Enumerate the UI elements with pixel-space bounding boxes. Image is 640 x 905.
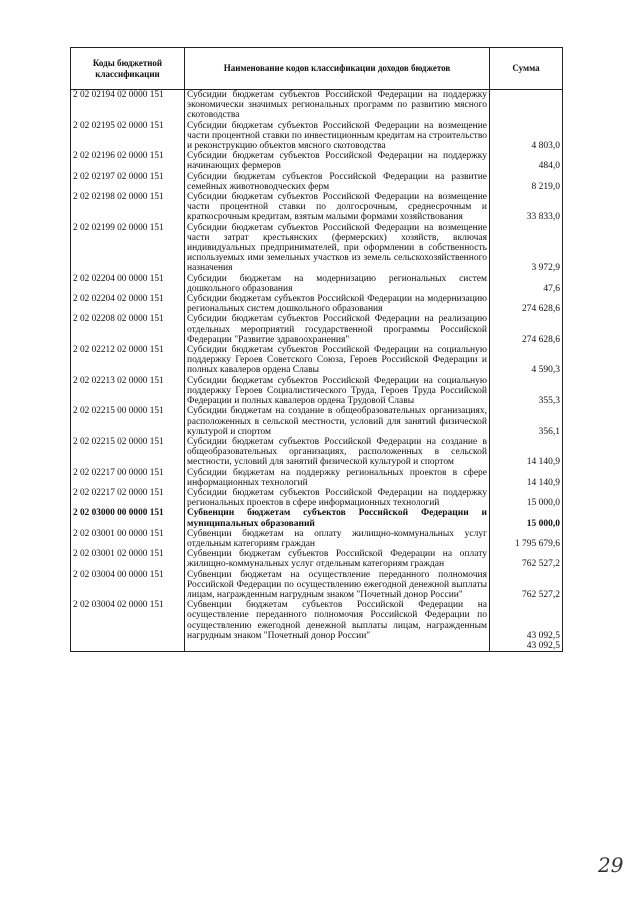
row-name: Субсидии бюджетам на поддержку региональных проектов в сфере информационных технологий	[185, 468, 490, 488]
table-row	[71, 90, 563, 121]
row-name: Субсидии бюджетам субъектов Российской Федерации на возмещение части процентной ставки по инвестиционным кредитам на строительство и реконструкцию объектов мясного скотоводства	[185, 121, 490, 152]
row-sum: 14 140,9	[490, 437, 563, 468]
row-code: 2 02 03004 00 0000 151	[71, 570, 185, 601]
row-name: Субсидии бюджетам субъектов Российской Федерации на социальную поддержку Героев Советского Союза, Героев Российской Федерации и полных кавалеров ордена Славы	[185, 345, 490, 376]
table-row	[71, 570, 563, 601]
table-row	[71, 151, 563, 171]
revenue-table	[70, 47, 563, 652]
table-row	[71, 223, 563, 274]
row-name: Субсидии бюджетам субъектов Российской Федерации на поддержку начинающих фермеров	[185, 151, 490, 171]
row-code: 2 02 02199 02 0000 151	[71, 223, 185, 274]
table-row	[71, 274, 563, 294]
page-number: 29	[598, 853, 624, 877]
row-name: Субвенции бюджетам субъектов Российской Федерации и муниципальных образований	[185, 508, 490, 528]
row-code: 2 02 02194 02 0000 151	[71, 90, 185, 121]
document-page	[70, 47, 562, 652]
table-row	[71, 294, 563, 314]
row-code: 2 02 03001 00 0000 151	[71, 529, 185, 549]
row-code: 2 02 02197 02 0000 151	[71, 172, 185, 192]
row-sum: 33 833,0	[490, 192, 563, 223]
row-code: 2 02 03004 02 0000 151	[71, 600, 185, 641]
row-sum: 15 000,0	[490, 508, 563, 528]
table-row	[71, 192, 563, 223]
row-code	[71, 641, 185, 652]
table-row	[71, 529, 563, 549]
table-row	[71, 600, 563, 641]
header-sum: Сумма	[490, 48, 563, 90]
row-sum: 484,0	[490, 151, 563, 171]
row-sum: 47,6	[490, 274, 563, 294]
row-sum: 274 628,6	[490, 314, 563, 345]
table-row	[71, 641, 563, 652]
header-codes: Коды бюджетной классификации	[71, 48, 185, 90]
header-name: Наименование кодов классификации доходов бюджетов	[185, 48, 490, 90]
table-row	[71, 121, 563, 152]
row-name: Субсидии бюджетам субъектов Российской Федерации на поддержку экономически значимых региональных программ по развитию мясного скотоводства	[185, 90, 490, 121]
table-row	[71, 314, 563, 345]
row-name: Субсидии бюджетам субъектов Российской Федерации на возмещение части процентной ставки по долгосрочным, среднесрочным и краткосрочным кредитам, взятым малыми формами хозяйствования	[185, 192, 490, 223]
table-row	[71, 406, 563, 437]
row-sum: 15 000,0	[490, 488, 563, 508]
row-sum: 355,3	[490, 376, 563, 407]
row-code: 2 02 02204 00 0000 151	[71, 274, 185, 294]
row-sum: 4 803,0	[490, 121, 563, 152]
row-name: Субсидии бюджетам субъектов Российской Федерации на развитие семейных животноводческих ферм	[185, 172, 490, 192]
table-row	[71, 508, 563, 528]
row-name	[185, 641, 490, 652]
row-sum: 4 590,3	[490, 345, 563, 376]
row-code: 2 02 02215 02 0000 151	[71, 437, 185, 468]
row-sum: 14 140,9	[490, 468, 563, 488]
row-code: 2 02 02217 02 0000 151	[71, 488, 185, 508]
row-code: 2 02 03000 00 0000 151	[71, 508, 185, 528]
row-name: Субсидии бюджетам субъектов Российской Федерации на социальную поддержку Героев Социалистического Труда, Героев Труда Российской Федерации и полных кавалеров ордена Трудовой Славы	[185, 376, 490, 407]
row-name: Субвенции бюджетам субъектов Российской Федерации на оплату жилищно-коммунальных услуг отдельным категориям граждан	[185, 549, 490, 569]
row-sum: 356,1	[490, 406, 563, 437]
row-code: 2 02 02213 02 0000 151	[71, 376, 185, 407]
table-row	[71, 488, 563, 508]
table-body	[71, 90, 563, 652]
row-code: 2 02 02196 02 0000 151	[71, 151, 185, 171]
row-name: Субвенции бюджетам субъектов Российской Федерации на осуществление переданного полномочия Российской Федерации по осуществлению ежегодной денежной выплаты лицам, награжденным нагрудным знаком "Почетный донор России"	[185, 600, 490, 641]
table-row	[71, 172, 563, 192]
row-name: Субвенции бюджетам на оплату жилищно-коммунальных услуг отдельным категориям граждан	[185, 529, 490, 549]
row-sum: 8 219,0	[490, 172, 563, 192]
row-name: Субсидии бюджетам на модернизацию региональных систем дошкольного образования	[185, 274, 490, 294]
row-code: 2 02 02204 02 0000 151	[71, 294, 185, 314]
row-sum: 762 527,2	[490, 549, 563, 569]
row-code: 2 02 02208 02 0000 151	[71, 314, 185, 345]
row-sum: 43 092,5	[490, 600, 563, 641]
table-header-row	[71, 48, 563, 90]
row-name: Субсидии бюджетам субъектов Российской Федерации на поддержку региональных проектов в сфере информационных технологий	[185, 488, 490, 508]
row-name: Субсидии бюджетам на создание в общеобразовательных организациях, расположенных в сельской местности, условий для занятий физической культурой и спортом	[185, 406, 490, 437]
table-row	[71, 468, 563, 488]
row-name: Субвенции бюджетам на осуществление переданного полномочия Российской Федерации по осуществлению ежегодной денежной выплаты лицам, награжденным нагрудным знаком "Почетный донор России"	[185, 570, 490, 601]
table-row	[71, 437, 563, 468]
row-code: 2 02 02215 00 0000 151	[71, 406, 185, 437]
row-name: Субсидии бюджетам субъектов Российской Федерации на модернизацию региональных систем дошкольного образования	[185, 294, 490, 314]
row-sum	[490, 90, 563, 121]
row-sum: 762 527,2	[490, 570, 563, 601]
row-code: 2 02 02195 02 0000 151	[71, 121, 185, 152]
row-sum: 3 972,9	[490, 223, 563, 274]
row-name: Субсидии бюджетам субъектов Российской Федерации на создание в общеобразовательных организациях, расположенных в сельской местности, условий для занятий физической культурой и спортом	[185, 437, 490, 468]
table-row	[71, 345, 563, 376]
row-code: 2 02 02198 02 0000 151	[71, 192, 185, 223]
table-row	[71, 376, 563, 407]
row-code: 2 02 02212 02 0000 151	[71, 345, 185, 376]
row-name: Субсидии бюджетам субъектов Российской Федерации на возмещение части затрат крестьянских (фермерских) хозяйств, включая индивидуальных предпринимателей, при оформлении в собственность используемых ими земельных участков из земель сельскохозяйственного назначения	[185, 223, 490, 274]
row-code: 2 02 02217 00 0000 151	[71, 468, 185, 488]
row-code: 2 02 03001 02 0000 151	[71, 549, 185, 569]
row-sum: 1 795 679,6	[490, 529, 563, 549]
row-sum: 43 092,5	[490, 641, 563, 652]
row-sum: 274 628,6	[490, 294, 563, 314]
table-row	[71, 549, 563, 569]
row-name: Субсидии бюджетам субъектов Российской Федерации на реализацию отдельных мероприятий государственной программы Российской Федерации "Развитие здравоохранения"	[185, 314, 490, 345]
